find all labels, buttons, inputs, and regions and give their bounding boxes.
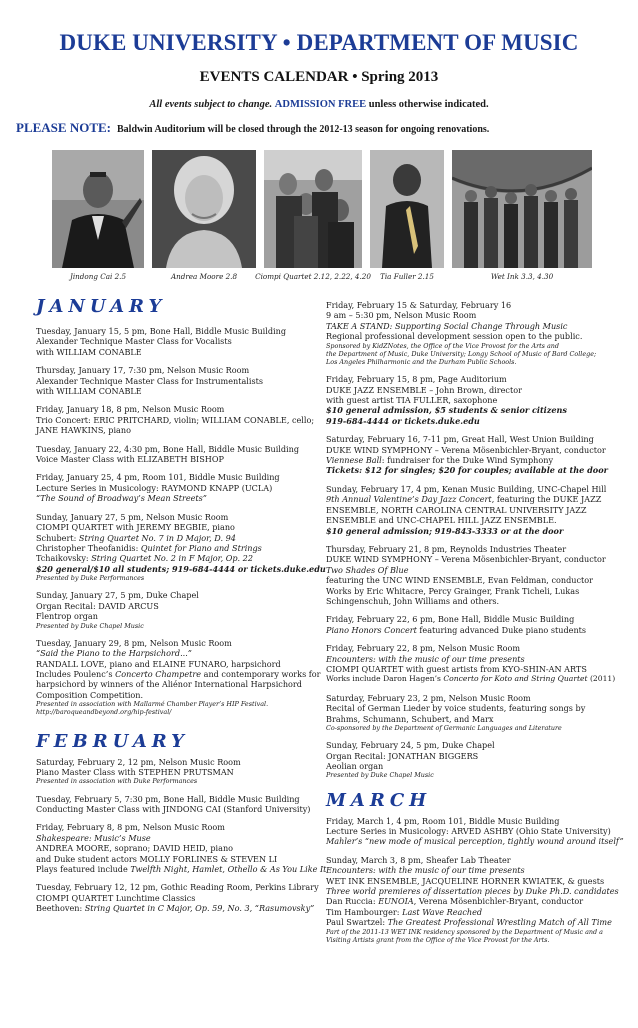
text: , featuring the DUKE JAZZ — [491, 494, 602, 505]
notice-admission-free: ADMISSION FREE — [274, 99, 367, 110]
program-line — [36, 543, 312, 553]
event-title: DUKE WIND SYMPHONY – Verena Mösenbichler-Bryant, conductor — [326, 444, 606, 455]
ticket-contact: 919-684-4444 or tickets.duke.edu — [326, 415, 480, 426]
admission-notice — [0, 99, 638, 110]
presenter-note: Presented by Duke Chapel Music — [326, 771, 434, 780]
event-title: Alexander Technique Master Class for Instrumentalists — [36, 375, 264, 386]
ticket-info: $10 general admission, $5 students & senior citizens — [326, 405, 567, 416]
event-when: Sunday, March 3, 8 pm, Sheafer Lab Theater — [326, 854, 511, 865]
program-line — [326, 896, 614, 906]
event-when: Friday, February 22, 6 pm, Bone Hall, Biddle Music Building — [326, 614, 575, 625]
event-title: Organ Recital: DAVID ARCUS — [36, 600, 159, 611]
event-detail: “The Sound of Broadway’s Mean Streets” — [36, 493, 207, 504]
composer: Tchaikovsky: — [36, 553, 92, 564]
event-jan-27-organ — [36, 590, 312, 629]
event-title — [326, 625, 614, 635]
presenter-note: Presented in association with Mallarmé Chamber Player’s HIP Festival. — [36, 700, 269, 709]
event-title: Recital of German Lieder by voice students, featuring songs by — [326, 703, 586, 714]
event-title: CIOMPI QUARTET with JEREMY BEGBIE, piano — [36, 522, 235, 533]
event-title: CIOMPI QUARTET Lunchtime Classics — [36, 892, 196, 903]
event-title: Voice Master Class with ELIZABETH BISHOP — [36, 454, 224, 465]
play-titles: Twelfth Night, Hamlet, Othello & As You Like It — [130, 864, 327, 875]
event-detail — [326, 674, 614, 684]
text: Plays featured include — [36, 864, 131, 875]
event-jan-18 — [36, 404, 315, 436]
event-feb-22-piano — [326, 614, 614, 635]
event-subtitle: Two Shades Of Blue — [326, 564, 409, 575]
work-title: Concerto for Koto and String Quartet — [443, 674, 588, 684]
event-feb-24 — [326, 740, 614, 779]
event-detail: JANE HAWKINS, piano — [36, 425, 131, 436]
event-title: WET INK ENSEMBLE, JACQUELINE HORNER KWIATEK, & guests — [326, 875, 605, 886]
composer: Tim Hambourger: — [326, 906, 403, 917]
left-column — [36, 296, 327, 914]
festival-link[interactable]: http://baroqueandbeyond.org/hip-festival/ — [36, 708, 172, 717]
event-detail: featuring the UNC WIND ENSEMBLE, Evan Feldman, conductor — [326, 575, 593, 586]
event-detail: RANDALL LOVE, piano and ELAINE FUNARO, harpsichord — [36, 658, 281, 669]
work-title: The Greatest Professional Wrestling Match of All Time — [387, 917, 612, 928]
text: , Verena Mösenbichler-Bryant, conductor — [413, 896, 584, 907]
event-feb-22-ciompi — [326, 643, 614, 685]
composer: Christopher Theofanidis: — [36, 542, 141, 553]
event-detail: ANDREA MOORE, soprano; DAVID HEID, piano — [36, 843, 234, 854]
composer: Beethoven: — [36, 903, 85, 914]
please-note — [16, 119, 626, 137]
event-when: Friday, February 15 & Saturday, February 16 — [326, 300, 512, 310]
work-title: EUNOIA — [378, 896, 414, 907]
work-title: String Quartet No. 2 in F Major, Op. 22 — [91, 553, 253, 564]
month-heading-february: FEBRUARY — [36, 730, 190, 752]
event-title: CIOMPI QUARTET with guest artists from KYO-SHIN-AN ARTS — [326, 663, 587, 674]
event-jan-27-ciompi — [36, 511, 326, 583]
text: and contemporary works for — [201, 668, 321, 679]
ticket-info: $10 general admission; 919-843-3333 or at the door — [326, 525, 564, 536]
event-title: Shakespeare: Music’s Muse — [36, 832, 151, 843]
photo-andrea-moore — [152, 150, 256, 268]
event-feb-08 — [36, 822, 327, 875]
event-when: Friday, February 15, 8 pm, Page Auditorium — [326, 374, 507, 385]
event-detail — [36, 668, 321, 679]
concert-name: Piano Honors Concert — [326, 624, 417, 635]
event-detail: with guest artist TIA FULLER, saxophone — [326, 395, 498, 406]
event-feb-15-jazz — [326, 374, 614, 426]
composer: Schubert: — [36, 532, 79, 543]
event-title: DUKE WIND SYMPHONY – Verena Mösenbichler-Bryant, conductor — [326, 554, 606, 565]
work-title: String Quartet in C Major, Op. 59, No. 3, “Rasumovsky” — [84, 903, 315, 914]
event-when: Tuesday, January 15, 5 pm, Bone Hall, Biddle Music Building — [36, 326, 287, 336]
work-title: Concerto Champetre — [115, 668, 202, 679]
month-heading-march: MARCH — [326, 789, 432, 811]
event-when: Friday, February 8, 8 pm, Nelson Music Room — [36, 822, 225, 833]
event-feb-12 — [36, 882, 319, 914]
caption-andrea-moore: Andrea Moore 2.8 — [170, 272, 238, 281]
event-when: Tuesday, January 29, 8 pm, Nelson Music Room — [36, 637, 232, 648]
event-when: Sunday, February 17, 4 pm, Kenan Music Building, UNC-Chapel Hill — [326, 483, 607, 494]
presenter-note: Presented by Duke Performances — [36, 574, 145, 583]
event-title: DUKE JAZZ ENSEMBLE – John Brown, director — [326, 384, 522, 395]
work-title: Quintet for Piano and Strings — [140, 542, 262, 553]
event-feb-05 — [36, 794, 312, 815]
program-line — [326, 907, 614, 917]
caption-wet-ink: Wet Ink 3.3, 4.30 — [490, 272, 554, 281]
event-detail: Flentrop organ — [36, 611, 98, 622]
event-when: Tuesday, January 22, 4:30 pm, Bone Hall, Biddle Music Building — [36, 443, 300, 454]
ticket-info: $20 general/$10 all students; 919-684-4444 or tickets.duke.edu — [36, 563, 326, 574]
event-feb-23 — [326, 693, 614, 732]
event-detail: Mahler’s “new mode of musical perception, tightly wound around itself” — [326, 836, 624, 847]
work-title: Last Wave Reached — [402, 906, 483, 917]
event-detail: Works by Eric Whitacre, Percy Grainger, Frank Ticheli, Lukas — [326, 585, 580, 596]
concert-name: 9th Annual Valentine’s Day Jazz Concert — [326, 494, 492, 505]
series-name: Encounters: with the music of our time presents — [326, 865, 525, 876]
notice-change: All events subject to change. — [149, 99, 273, 110]
event-detail: ENSEMBLE and UNC-CHAPEL HILL JAZZ ENSEMBLE. — [326, 515, 557, 526]
event-detail: with WILLIAM CONABLE — [36, 386, 142, 397]
event-title: “Said the Piano to the Harpsichord...” — [36, 648, 192, 659]
sponsor-note: Los Angeles Philharmonic and the Durham Public Schools. — [326, 358, 517, 367]
event-when: Sunday, February 24, 5 pm, Duke Chapel — [326, 740, 495, 751]
right-column — [326, 300, 624, 944]
month-heading-january: JANUARY — [36, 296, 167, 317]
composer: Dan Ruccia: — [326, 896, 379, 907]
sponsor-note: Visiting Artists grant from the Office of the Vice Provost for the Arts. — [326, 935, 550, 944]
event-jan-15 — [36, 326, 312, 357]
event-when: 9 am – 5:30 pm, Nelson Music Room — [326, 310, 477, 321]
series-name: Encounters: with the music of our time presents — [326, 653, 525, 664]
event-mar-03 — [326, 854, 619, 944]
event-when: Saturday, February 2, 12 pm, Nelson Music Room — [36, 756, 241, 767]
event-detail — [326, 455, 614, 465]
event-when: Sunday, January 27, 5 pm, Duke Chapel — [36, 590, 199, 601]
text: (2011) — [587, 674, 616, 684]
event-title: Lecture Series in Musicology: RAYMOND KNAPP (UCLA) — [36, 482, 273, 493]
event-detail: Three world premieres of dissertation pieces by Duke Ph.D. candidates — [326, 886, 619, 897]
event-feb-16-ball — [326, 434, 614, 476]
event-jan-29 — [36, 637, 321, 717]
event-title: Lecture Series in Musicology: ARVED ASHBY (Ohio State University) — [326, 826, 611, 837]
event-feb-21 — [326, 544, 614, 606]
event-title: Alexander Technique Master Class for Vocalists — [36, 336, 232, 347]
event-feb-02 — [36, 757, 312, 786]
program-line — [326, 917, 614, 927]
composer: Paul Swartzel: — [326, 917, 388, 928]
presenter-note: Presented by Duke Chapel Music — [36, 621, 144, 630]
caption-tia-fuller: Tia Fuller 2.15 — [380, 272, 434, 281]
notice-rest: unless otherwise indicated. — [368, 99, 489, 110]
page-subtitle: EVENTS CALENDAR • Spring 2013 — [199, 69, 439, 85]
program-line — [36, 903, 315, 914]
please-note-text: Baldwin Auditorium will be closed through the 2012-13 season for ongoing renovations. — [117, 124, 490, 135]
event-detail: Regional professional development session open to the public. — [326, 331, 583, 342]
presenter-note: Presented in association with Duke Performances — [36, 777, 198, 786]
event-when: Tuesday, February 5, 7:30 pm, Bone Hall, Biddle Music Building — [36, 793, 300, 804]
text: Includes Poulenc’s — [36, 668, 116, 679]
photo-jindong-cai — [52, 150, 144, 268]
caption-jindong-cai: Jindong Cai 2.5 — [69, 272, 127, 281]
event-detail: Composition Competition. — [36, 689, 144, 700]
event-title: Piano Master Class with STEPHEN PRUTSMAN — [36, 767, 234, 777]
work-title: String Quartet No. 7 in D Major, D. 94 — [78, 532, 236, 543]
event-detail: ENSEMBLE, NORTH CAROLINA CENTRAL UNIVERSITY JAZZ — [326, 504, 587, 515]
event-when: Friday, February 22, 8 pm, Nelson Music Room — [326, 643, 521, 654]
photo-tia-fuller — [370, 150, 444, 268]
event-title: Conducting Master Class with JINDONG CAI (Stanford University) — [36, 804, 311, 815]
sponsor-note: the Department of Music, Duke University; Longy School of Music of Bard College; — [326, 349, 597, 358]
event-name: Viennese Ball — [326, 455, 382, 466]
photo-ciompi-quartet — [264, 150, 362, 268]
caption-ciompi-quartet: Ciompi Quartet 2.12, 2.22, 4.20 — [255, 272, 371, 281]
event-detail: Brahms, Schumann, Schubert, and Marx — [326, 713, 494, 724]
event-jan-17 — [36, 365, 312, 396]
text: featuring advanced Duke piano students — [416, 624, 587, 635]
event-title: Organ Recital: JONATHAN BIGGERS — [326, 750, 479, 761]
sponsor-note: Co-sponsored by the Department of Germanic Languages and Literature — [326, 724, 562, 733]
event-detail: Aeolian organ — [326, 761, 384, 772]
event-when: Thursday, February 21, 8 pm, Reynolds Industries Theater — [326, 543, 567, 554]
page-title: DUKE UNIVERSITY • DEPARTMENT OF MUSIC — [59, 30, 579, 55]
text: : fundraiser for the Duke Wind Symphony — [381, 455, 554, 466]
event-when: Friday, January 18, 8 pm, Nelson Music Room — [36, 404, 225, 415]
text: Works include Daron Hagen’s — [326, 674, 444, 684]
event-when: Saturday, February 16, 7-11 pm, Great Hall, West Union Building — [326, 434, 594, 445]
event-when: Saturday, February 23, 2 pm, Nelson Music Room — [326, 692, 531, 703]
event-jan-25 — [36, 472, 312, 503]
please-note-label: PLEASE NOTE: — [16, 120, 111, 135]
sponsor-note: Sponsored by KidZNotes, the Office of the Vice Provost for the Arts and — [326, 341, 560, 350]
event-mar-01 — [326, 815, 624, 847]
event-title — [326, 494, 614, 504]
program-line — [36, 533, 312, 543]
event-feb-17-jazz — [326, 484, 614, 536]
event-title: TAKE A STAND: Supporting Social Change Through Music — [326, 320, 568, 331]
event-detail: and Duke student actors MOLLY FORLINES & STEVEN LI — [36, 853, 278, 864]
event-detail — [36, 864, 327, 875]
program-line — [36, 553, 312, 563]
event-detail: harpsichord by winners of the Aliénor International Harpsichord — [36, 679, 302, 690]
event-when: Sunday, January 27, 5 pm, Nelson Music Room — [36, 511, 229, 522]
event-title: Trio Concert: ERIC PRITCHARD, violin; WILLIAM CONABLE, cello; — [36, 414, 315, 425]
event-when: Friday, January 25, 4 pm, Room 101, Biddle Music Building — [36, 472, 280, 483]
ticket-info: Tickets: $12 for singles; $20 for couples; available at the door — [326, 465, 608, 476]
event-when: Friday, March 1, 4 pm, Room 101, Biddle Music Building — [326, 815, 560, 826]
event-when: Thursday, January 17, 7:30 pm, Nelson Music Room — [36, 365, 250, 376]
event-detail: with WILLIAM CONABLE — [36, 346, 142, 357]
event-when: Tuesday, February 12, 12 pm, Gothic Reading Room, Perkins Library — [36, 882, 319, 893]
photo-wet-ink — [452, 150, 592, 268]
event-feb-15-take-a-stand — [326, 300, 614, 366]
event-jan-22 — [36, 444, 312, 465]
sponsor-note: Part of the 2011-13 WET INK residency sponsored by the Department of Music and a — [326, 927, 603, 936]
event-detail: Schingenschuh, John Williams and others. — [326, 595, 500, 606]
